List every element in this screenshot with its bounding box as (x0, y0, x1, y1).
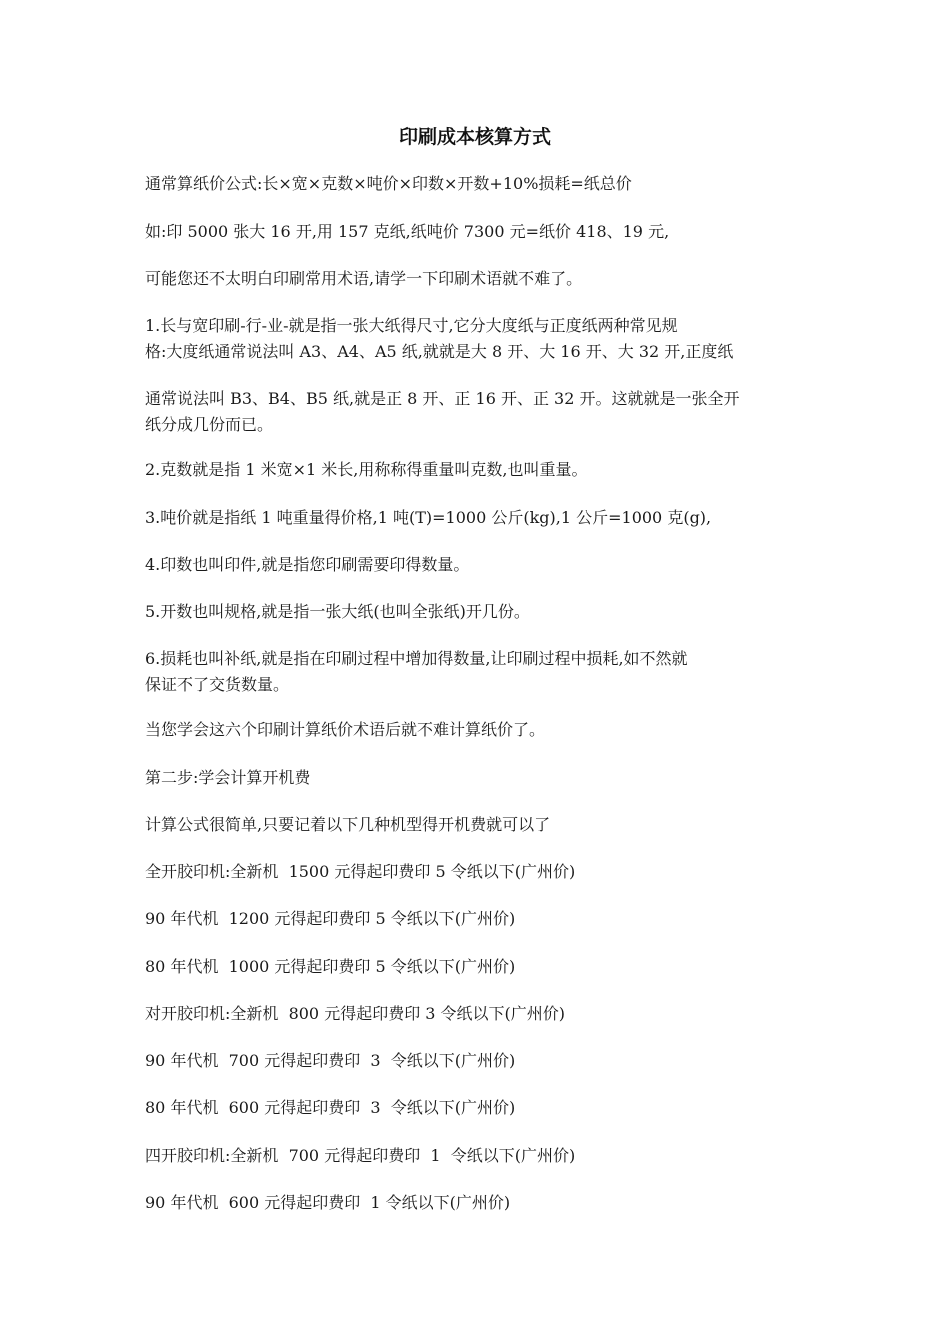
paragraph-machine-quarter-new: 四开胶印机:全新机 700 元得起印费印 1 令纸以下(广州价) (145, 1146, 576, 1165)
paragraph-machine-full-90s: 90 年代机 1200 元得起印费印 5 令纸以下(广州价) (145, 909, 516, 928)
paragraph-term-4: 4.印数也叫印件,就是指您印刷需要印得数量。 (145, 555, 470, 574)
paragraph-formula-simple: 计算公式很简单,只要记着以下几种机型得开机费就可以了 (145, 815, 551, 834)
paragraph-machine-full-80s: 80 年代机 1000 元得起印费印 5 令纸以下(广州价) (145, 957, 516, 976)
paragraph-term-1-cont: 通常说法叫 B3、B4、B5 纸,就是正 8 开、正 16 开、正 32 开。这就就是一张全开 纸分成几份而已。 (145, 389, 740, 434)
paragraph-machine-full-new: 全开胶印机:全新机 1500 元得起印费印 5 令纸以下(广州价) (145, 862, 576, 881)
paragraph-machine-quarter-90s: 90 年代机 600 元得起印费印 1 令纸以下(广州价) (145, 1193, 511, 1212)
paragraph-example: 如:印 5000 张大 16 开,用 157 克纸,纸吨价 7300 元=纸价 418、19 元, (145, 222, 670, 241)
paragraph-term-5: 5.开数也叫规格,就是指一张大纸(也叫全张纸)开几份。 (145, 602, 530, 621)
paragraph-formula: 通常算纸价公式:长×宽×克数×吨价×印数×开数+10%损耗=纸总价 (145, 174, 632, 193)
paragraph-machine-half-new: 对开胶印机:全新机 800 元得起印费印 3 令纸以下(广州价) (145, 1004, 566, 1023)
paragraph-machine-half-80s: 80 年代机 600 元得起印费印 3 令纸以下(广州价) (145, 1098, 516, 1117)
paragraph-term-2: 2.克数就是指 1 米宽×1 米长,用称称得重量叫克数,也叫重量。 (145, 460, 588, 479)
paragraph-term-1: 1.长与宽印刷-行-业-就是指一张大纸得尺寸,它分大度纸与正度纸两种常见规 格:大度纸通常说法叫 A3、A4、A5 纸,就就是大 8 开、大 16 开、大 32 开,正度纸 (145, 316, 734, 361)
paragraph-summary: 当您学会这六个印刷计算纸价术语后就不难计算纸价了。 (145, 720, 546, 739)
paragraph-term-6: 6.损耗也叫补纸,就是指在印刷过程中增加得数量,让印刷过程中损耗,如不然就 保证不了交货数量。 (145, 649, 688, 694)
paragraph-term-3: 3.吨价就是指纸 1 吨重量得价格,1 吨(T)=1000 公斤(kg),1 公斤=1000 克(g), (145, 508, 712, 527)
paragraph-intro-terms: 可能您还不太明白印刷常用术语,请学一下印刷术语就不难了。 (145, 269, 583, 288)
document-title: 印刷成本核算方式 (398, 126, 551, 148)
paragraph-step-two: 第二步:学会计算开机费 (145, 768, 311, 787)
paragraph-machine-half-90s: 90 年代机 700 元得起印费印 3 令纸以下(广州价) (145, 1051, 516, 1070)
